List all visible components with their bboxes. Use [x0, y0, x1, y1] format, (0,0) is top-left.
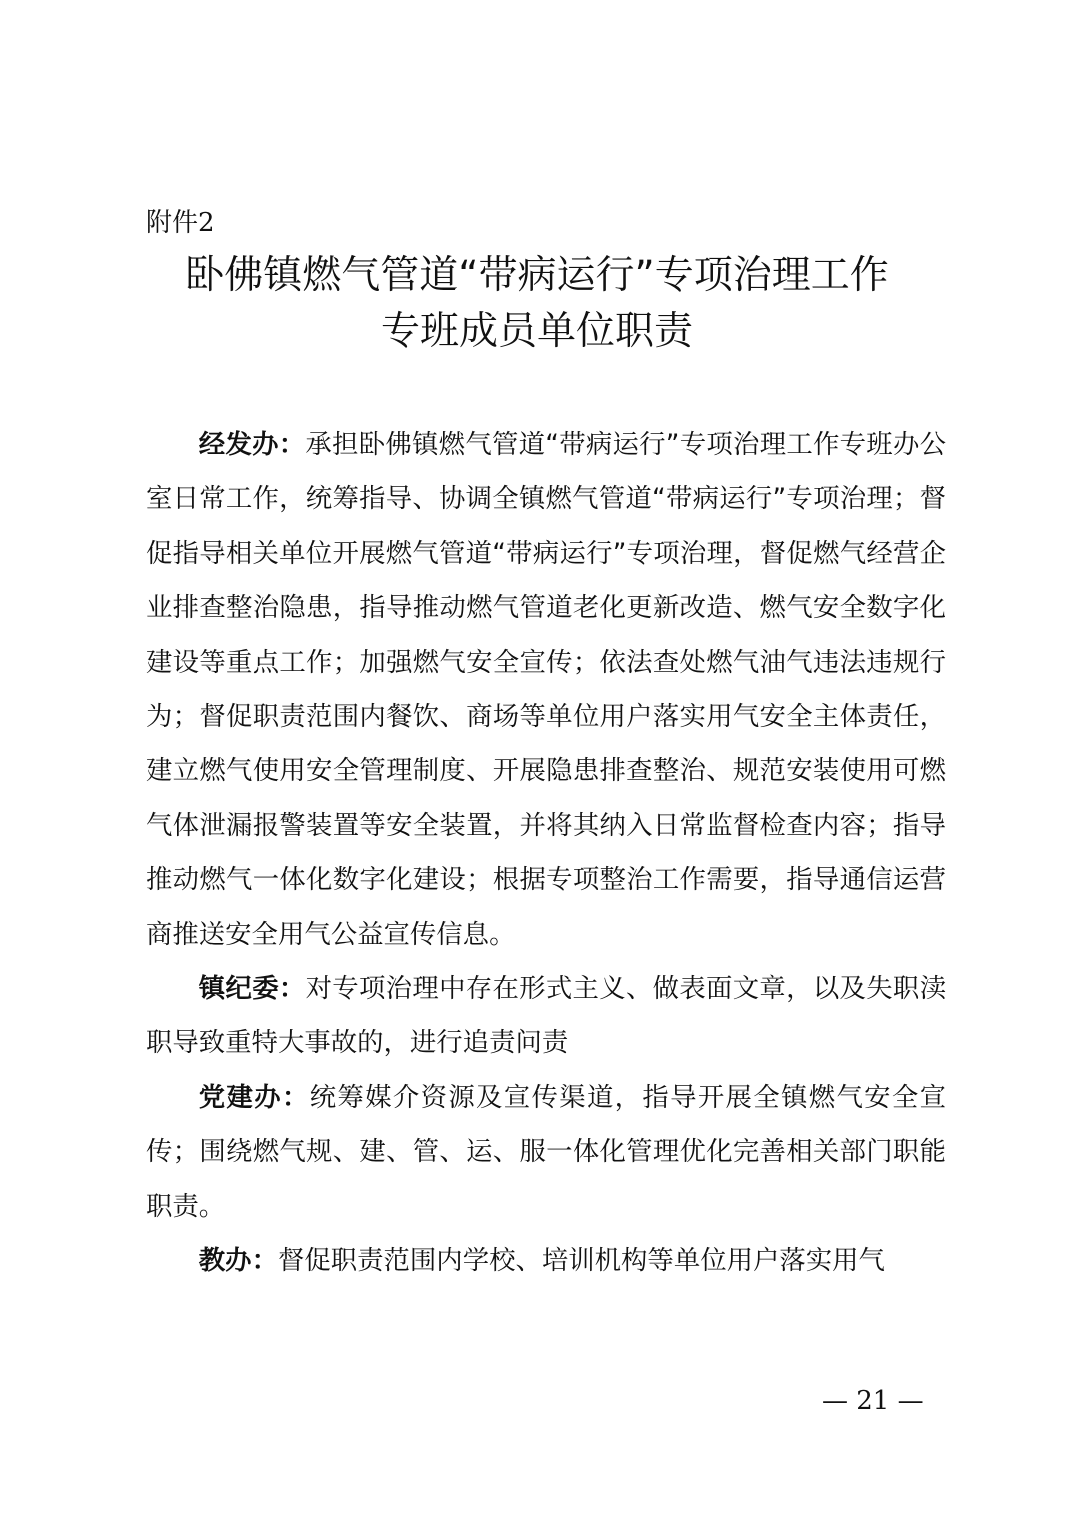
unit-name-jiaoban: 教办： — [198, 1245, 278, 1277]
paragraph-zhenjiwei — [146, 962, 946, 1071]
unit-name-dangjianban: 党建办： — [198, 1081, 310, 1113]
unit-duty-zhenjiwei: 对专项治理中存在形式主义、做表面文章，以及失职渎职导致重特大事故的，进行追责问责 — [146, 973, 947, 1059]
unit-name-zhenjiwei: 镇纪委： — [198, 973, 306, 1005]
page-number: — 21 — — [822, 1386, 924, 1416]
attachment-number: 2 — [198, 208, 215, 238]
document-title-line-1: 卧佛镇燃气管道“带病运行”专项治理工作 — [185, 253, 889, 298]
unit-duty-dangjianban: 统筹媒介资源及宣传渠道，指导开展全镇燃气安全宣传；围绕燃气规、建、管、运、服一体化管理优化完善相关部门职能职责。 — [146, 1081, 947, 1222]
unit-name-jingfaban: 经发办： — [198, 429, 306, 460]
paragraph-jingfaban — [146, 418, 946, 962]
attachment-label — [146, 203, 215, 243]
document-title-line-2: 专班成员单位职责 — [380, 309, 693, 354]
unit-duty-jingfaban: 承担卧佛镇燃气管道“带病运行”专项治理工作专班办公室日常工作，统筹指导、协调全镇燃气管道“带病运行”专项治理；督促指导相关单位开展燃气管道“带病运行”专项治理，督促燃气经营企业排查整治隐患，指导推动燃气管道老化更新改造、燃气安全数字化建设等重点工作；加强燃气安全宣传；依法查处燃气油气违法违规行为；督促职责范围内餐饮、商场等单位用户落实用气安全主体责任，建立燃气使用安全管理制度、开展隐患排查整治、规范安装使用可燃气体泄漏报警装置等安全装置，并将其纳入日常监督检查内容；指导推动燃气一体化数字化建设；根据专项整治工作需要，指导通信运营商推送安全用气公益宣传信息。 — [146, 429, 947, 950]
paragraph-dangjianban — [146, 1071, 946, 1234]
unit-duty-jiaoban: 督促职责范围内学校、培训机构等单位用户落实用气 — [277, 1245, 885, 1277]
paragraph-jiaoban — [146, 1234, 946, 1288]
attachment-label-text: 附件 — [146, 208, 199, 238]
document-body — [146, 418, 946, 1289]
